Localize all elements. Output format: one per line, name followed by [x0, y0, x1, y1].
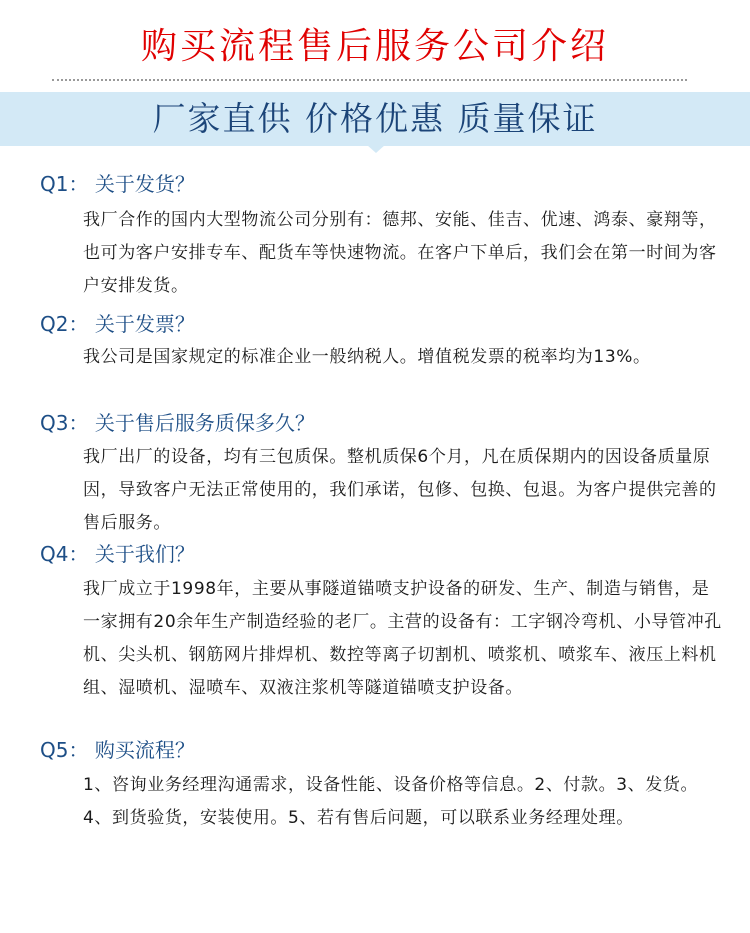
question-5: Q5： 购买流程？	[40, 738, 195, 762]
answer-4: 我厂成立于1998年，主要从事隧道锚喷支护设备的研发、生产、制造与销售，是一家拥有20余年生产制造经验的老厂。主营的设备有：工字钢冷弯机、小导管冲孔机、尖头机、钢筋网片排焊机、数控等离子切割机、喷浆机、喷浆车、液压上料机组、湿喷机、湿喷车、双液注浆机等隧道锚喷支护设备。	[83, 579, 722, 698]
question-2: Q2： 关于发票？	[40, 312, 195, 336]
page-title: 购买流程售后服务公司介绍	[140, 26, 609, 67]
banner-notch	[367, 145, 385, 153]
answer-1: 我厂合作的国内大型物流公司分别有：德邦、安能、佳吉、优速、鸿泰、豪翔等，也可为客户安排专车、配货车等快速物流。在客户下单后，我们会在第一时间为客户安排发货。	[83, 210, 717, 296]
question-4: Q4： 关于我们？	[40, 542, 195, 566]
question-3: Q3： 关于售后服务质保多久？	[40, 411, 315, 435]
answer-5: 1、咨询业务经理沟通需求，设备性能、设备价格等信息。2、付款。3、发货。4、到货验货，安装使用。5、若有售后问题，可以联系业务经理处理。	[83, 775, 699, 828]
answer-2: 我公司是国家规定的标准企业一般纳税人。增值税发票的税率均为13%。	[83, 347, 651, 367]
dotted-divider	[52, 79, 687, 81]
slogan-text: 厂家直供 价格优惠 质量保证	[152, 99, 598, 138]
question-1: Q1： 关于发货？	[40, 172, 195, 196]
answer-3: 我厂出厂的设备，均有三包质保。整机质保6个月，凡在质保期内的因设备质量原因，导致客户无法正常使用的，我们承诺，包修、包换、包退。为客户提供完善的售后服务。	[83, 447, 717, 533]
